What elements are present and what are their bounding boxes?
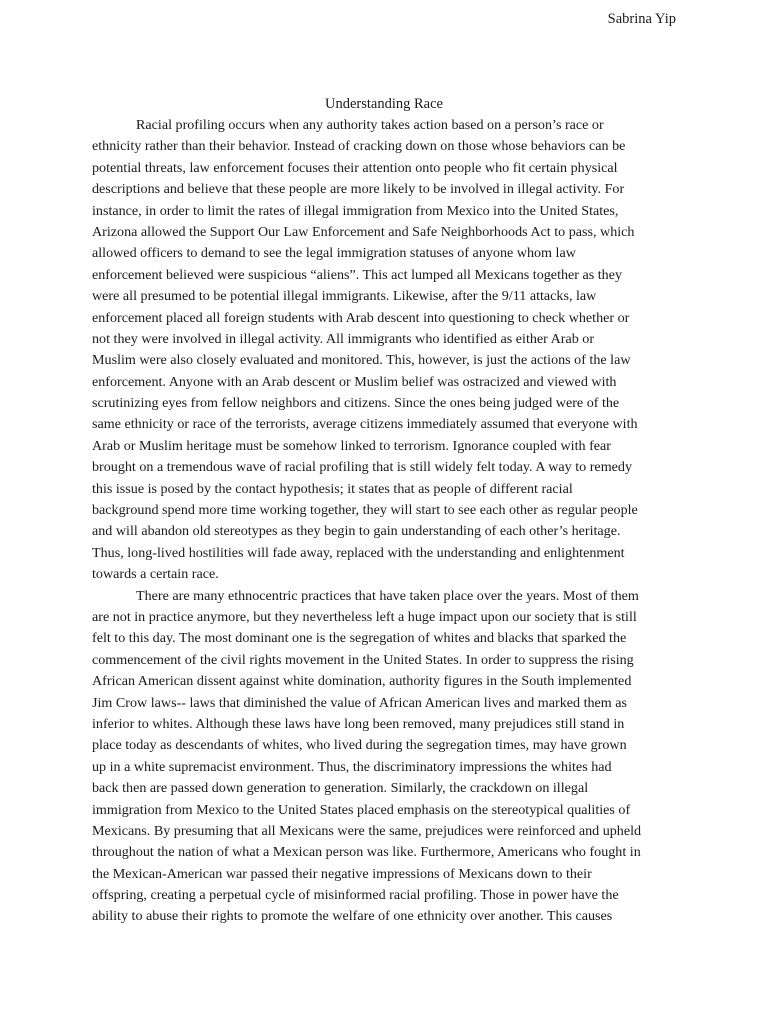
- body-line: felt to this day. The most dominant one is the segregation of whites and blacks that sparked the: [92, 630, 627, 647]
- body-line: commencement of the civil rights movement in the United States. In order to suppress the rising: [92, 651, 634, 668]
- body-line: Arab or Muslim heritage must be somehow linked to terrorism. Ignorance coupled with fear: [92, 437, 611, 454]
- body-line: and will abandon old stereotypes as they begin to gain understanding of each other’s heritage.: [92, 523, 621, 540]
- body-line: this issue is posed by the contact hypothesis; it states that as people of different racial: [92, 480, 573, 497]
- body-line: potential threats, law enforcement focuses their attention onto people who fit certain physical: [92, 159, 618, 176]
- body-line: ethnicity rather than their behavior. Instead of cracking down on those whose behaviors can be: [92, 138, 626, 155]
- body-line: towards a certain race.: [92, 566, 219, 583]
- body-line: descriptions and believe that these people are more likely to be involved in illegal activity. For: [92, 181, 625, 198]
- document-title: Understanding Race: [325, 96, 443, 112]
- body-line: place today as descendants of whites, who lived during the segregation times, may have grown: [92, 737, 627, 754]
- paragraph-racial-profiling: [92, 115, 676, 586]
- body-line: are not in practice anymore, but they nevertheless left a huge impact upon our society that is still: [92, 608, 637, 625]
- body-line: background spend more time working together, they will start to see each other as regular people: [92, 502, 638, 519]
- body-line: There are many ethnocentric practices that have taken place over the years. Most of them: [136, 587, 639, 604]
- body-line: enforcement believed were suspicious “aliens”. This act lumped all Mexicans together as they: [92, 266, 623, 283]
- paragraph-ethnocentric-practices: [92, 586, 676, 928]
- body-line: instance, in order to limit the rates of illegal immigration from Mexico into the United States,: [92, 202, 619, 219]
- body-line: were all presumed to be potential illegal immigrants. Likewise, after the 9/11 attacks, law: [92, 288, 597, 305]
- body-line: Racial profiling occurs when any authority takes action based on a person’s race or: [136, 117, 604, 133]
- body-line: back then are passed down generation to generation. Similarly, the crackdown on illegal: [92, 780, 589, 797]
- body-line: up in a white supremacist environment. Thus, the discriminatory impressions the whites had: [92, 758, 612, 775]
- body-line: same ethnicity or race of the terrorists, average citizens immediately assumed that everyone with: [92, 416, 638, 433]
- body-line: African American dissent against white domination, authority figures in the South implemented: [92, 673, 632, 690]
- body-line: enforcement placed all foreign students with Arab descent into questioning to check whether or: [92, 309, 630, 326]
- body-line: Mexicans. By presuming that all Mexicans were the same, prejudices were reinforced and upheld: [92, 822, 642, 839]
- body-line: inferior to whites. Although these laws have long been removed, many prejudices still stand in: [92, 715, 625, 732]
- body-line: not they were involved in illegal activity. All immigrants who identified as either Arab or: [92, 330, 595, 347]
- body-line: the Mexican-American war passed their negative impressions of Mexicans down to their: [92, 865, 592, 882]
- body-line: brought on a tremendous wave of racial profiling that is still widely felt today. A way to remedy: [92, 459, 633, 476]
- header-author-name: Sabrina Yip: [607, 11, 676, 27]
- body-line: offspring, creating a perpetual cycle of misinformed racial profiling. Those in power have the: [92, 887, 619, 904]
- document-body: [92, 115, 676, 928]
- body-line: Muslim were also closely evaluated and monitored. This, however, is just the actions of the law: [92, 352, 631, 369]
- body-line: enforcement. Anyone with an Arab descent or Muslim belief was ostracized and viewed with: [92, 373, 617, 390]
- body-line: Jim Crow laws-- laws that diminished the value of African American lives and marked them as: [92, 694, 628, 711]
- body-line: Arizona allowed the Support Our Law Enforcement and Safe Neighborhoods Act to pass, which: [92, 223, 635, 240]
- body-line: throughout the nation of what a Mexican person was like. Furthermore, Americans who fought in: [92, 844, 641, 861]
- body-line: immigration from Mexico to the United States placed emphasis on the stereotypical qualities of: [92, 801, 631, 818]
- body-line: scrutinizing eyes from fellow neighbors and citizens. Since the ones being judged were of the: [92, 395, 620, 412]
- body-line: ability to abuse their rights to promote the welfare of one ethnicity over another. This causes: [92, 908, 613, 925]
- body-line: Thus, long-lived hostilities will fade away, replaced with the understanding and enlightenment: [92, 544, 625, 561]
- body-line: allowed officers to demand to see the legal immigration statuses of anyone whom law: [92, 245, 576, 262]
